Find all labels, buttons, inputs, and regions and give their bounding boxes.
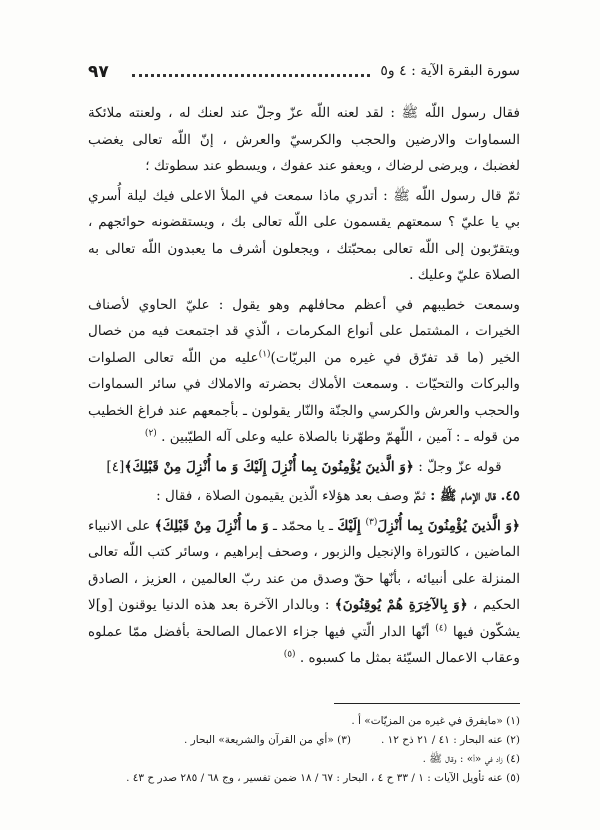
quran-quote-1b: إِلَيْكَ — [337, 517, 366, 534]
footnote-ref-3: (٣) — [365, 516, 378, 527]
paragraph-1: فقال رسول اللّه ﷺ : لقد لعنه اللّه عزّ وجلّ عند لعنك له ، ولعنته ملائكة السماوات والارضين والحجب والكرسيّ والعرش ، إنّ اللّه تعالى يغضب لغضبك ، ويرضى لرضاك ، ويعفو عند عفوك ، ويسطو عند سطوتك ؛ — [88, 105, 520, 174]
paragraph-3-tail: عليه من اللّه تعالى الصلوات والبركات والتحيّات . وسمعت الأملاك بحضرته والاملاك في سائر السماوات والحجب والعرش والكرسي والجنّة والنّار يقولون ـ بأجمعهم عند فراغ الخطيب من قوله ـ : آمين ، اللّهمّ وطهّرنا بالصلاة عليه وعلى آله الطيّبين . — [88, 349, 520, 445]
tafsir-text-1: ـ يا محمّد ـ — [268, 517, 338, 534]
tafsir-text-2: على الانبياء الماضين ، كالتوراة والإنجيل والزبور ، وصحف إبراهيم ، وسائر كتب اللّه تعالى المنزلة على أنبيائه ، بأنّها حقّ وصدق من عند ربّ العالمين ، العزيز ، الصادق الحكيم ، — [88, 517, 520, 613]
tafsir-text-3: : وبالدار الآخرة بعد هذه الدنيا يوقنون [و]لا يشكّون فيها — [88, 597, 520, 640]
section-label: ٤٥. قال الإمام ﷺ : — [430, 488, 520, 504]
paragraph-3-text: وسمعت خطيبهم في أعظم محافلهم وهو يقول : عليّ الحاوي لأصناف الخيرات ، المشتمل على أنواع المكرمات ، الّذي قد اجتمعت فيه من خصال الخير (ما قد تفرّق في غيره من البريّات) — [88, 296, 520, 366]
header-dotted-rule — [132, 74, 370, 77]
footnote-ref-4: (٤) — [435, 622, 448, 633]
footnote-ref-5: (٥) — [283, 649, 296, 660]
main-text — [88, 100, 520, 675]
page-header — [88, 62, 520, 86]
footnotes — [88, 712, 520, 788]
paragraph-3 — [88, 292, 520, 451]
footnote-ref-2: (٢) — [144, 428, 157, 439]
running-title: سورة البقرة الآية : ٤ و٥ — [380, 63, 520, 79]
tafsir-text-4: أنّها الدار الّتي فيها جزاء الاعمال الصالحة بأفضل ممّا عملوه وعقاب الاعمال السيّئة بمثل ما كسبوه . — [88, 623, 520, 666]
quran-quote-2: وَ ما أُنْزِلَ مِنْ قَبْلِكَ﴾ — [154, 517, 269, 534]
paragraph-2: ثمّ قال رسول اللّه ﷺ : أتدري ماذا سمعت في الملأ الاعلى فيك ليلة أُسري بي يا عليّ ؟ سمعتهم يقسمون على اللّه تعالى بك ، ويستقضونه حوائجهم ، ويتقرّبون إلى اللّه تعالى بمحبّتك ، ويجعلون أشرف ما يعبدون اللّه تعالى به الصلاة عليّ وعليك . — [88, 187, 520, 283]
verse-text: ﴿وَ الَّذينَ يُؤْمِنُونَ بِما أُنْزِلَ إِلَيْكَ وَ ما أُنْزِلَ مِنْ قَبْلِكَ﴾ — [124, 458, 414, 475]
verse-line — [88, 454, 520, 481]
footnote-ref-1: (١) — [258, 348, 271, 359]
footnote-5: (٥) عنه تأويل الآيات : ١ / ٣٣ ح ٤ ، البحار : ٦٧ / ١٨ ضمن تفسير ، وج ٦٨ / ٢٨٥ صدر ح ٤٣ . — [126, 772, 520, 784]
footnote-separator — [334, 703, 520, 704]
quran-quote-3: ﴿وَ بِالآخِرَةِ هُمْ يُوقِنُونَ﴾ — [334, 597, 468, 613]
footnote-1: (١) «مايفرق في غيره من المزيّات» أ . — [351, 715, 520, 727]
quran-quote-1: ﴿وَ الَّذينَ يُؤْمِنُونَ بِما أُنْزِلَ — [377, 517, 520, 534]
footnote-3: (٣) «أي من القرآن والشريعة» البحار . — [184, 734, 351, 746]
verse-number: [٤] — [106, 458, 125, 475]
section-intro: ثمّ وصف بعد هؤلاء الّذين يقيمون الصلاة ، فقال : — [156, 488, 431, 504]
section-heading-line — [88, 483, 520, 510]
footnote-2: (٢) عنه البحار : ٤١ / ٢١ ذح ١٢ . — [380, 734, 520, 746]
verse-intro: قوله عزّ وجلّ : — [413, 458, 502, 475]
footnote-row — [88, 731, 520, 750]
page-number: ٩٧ — [88, 62, 109, 82]
footnote-4: (٤) زاد في «أ» : وقال ﷺ . — [422, 753, 520, 765]
tafsir-paragraph — [88, 513, 520, 672]
